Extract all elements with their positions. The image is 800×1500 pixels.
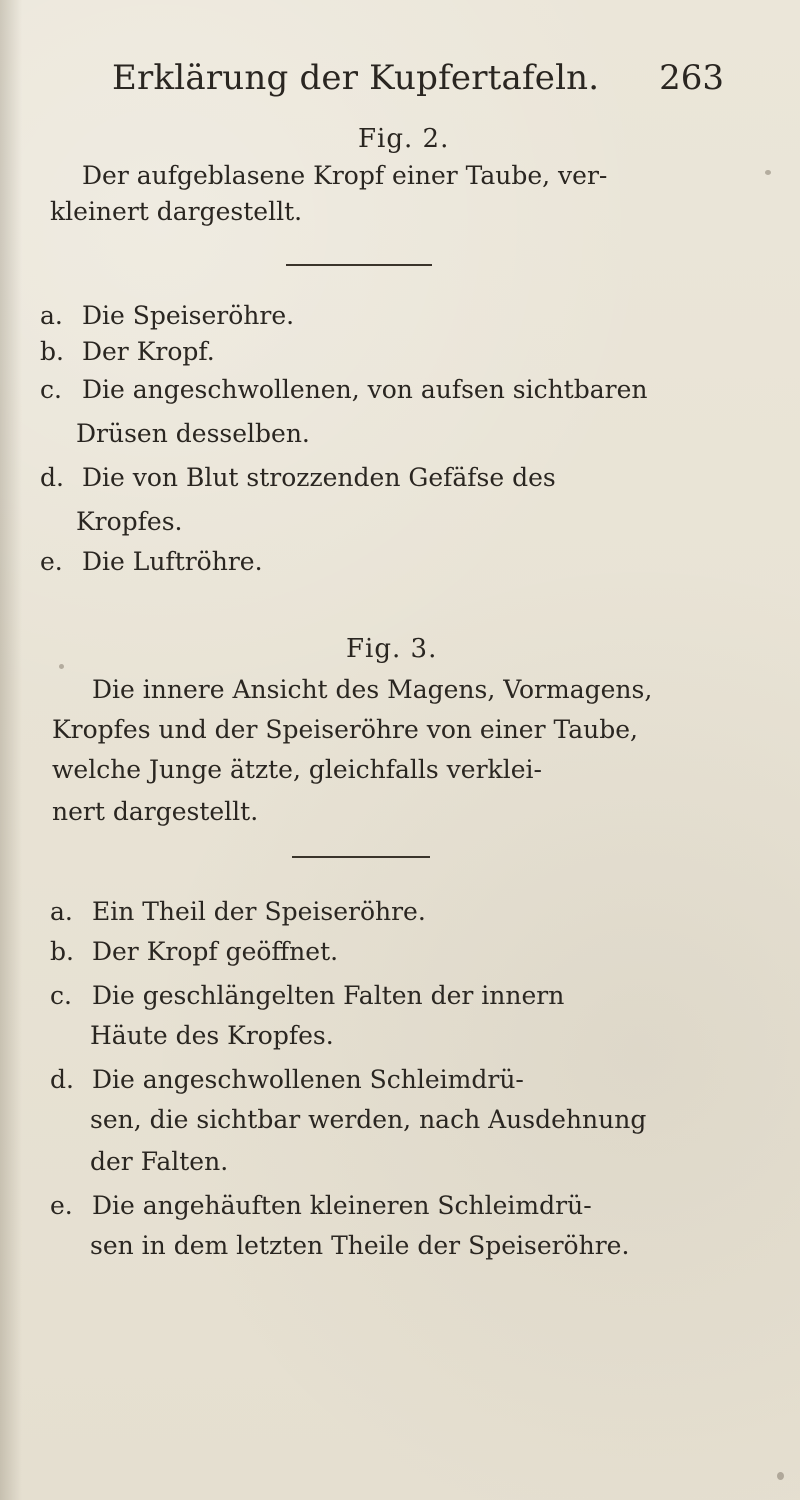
fig-2-item-c <box>40 368 647 412</box>
fig-2-item-c-continuation: Drüsen desselben. <box>76 419 310 448</box>
item-label: d. <box>50 1065 74 1094</box>
fig-2-intro-line-1: Der aufgeblasene Kropf einer Taube, ver- <box>82 161 608 190</box>
fig-2-item-d <box>40 456 556 500</box>
page-number: 263 <box>659 58 724 98</box>
fig-3-heading: Fig. 3. <box>346 634 438 664</box>
fig-3-intro-line-2: Kropfes und der Speiseröhre von einer Taube, <box>52 715 638 744</box>
fig-3-item-c <box>50 974 564 1018</box>
item-text: Der Kropf geöffnet. <box>91 937 339 966</box>
fig-3-intro-line-3: welche Junge ätzte, gleichfalls verklei- <box>52 755 542 784</box>
item-text: Die Luftröhre. <box>81 547 263 576</box>
fig-3-item-b <box>50 930 338 974</box>
page-spine-shadow <box>0 0 22 1500</box>
fig-3-item-d-continuation-2: der Falten. <box>90 1147 229 1176</box>
fig-3-item-e-continuation: sen in dem letzten Theile der Speiseröhre. <box>90 1231 630 1260</box>
paper-speck <box>59 664 64 669</box>
fig-2-divider <box>286 264 432 266</box>
fig-3-item-d <box>50 1058 524 1102</box>
item-text: Die geschlängelten Falten der innern <box>91 981 565 1010</box>
fig-3-item-a <box>50 890 426 934</box>
item-label: b. <box>40 337 64 366</box>
fig-3-intro-line-4: nert dargestellt. <box>52 797 259 826</box>
item-text: Die angeschwollenen Schleimdrü- <box>91 1065 524 1094</box>
paper-speck <box>765 170 771 175</box>
fig-2-heading: Fig. 2. <box>358 124 450 154</box>
item-text: Die angeschwollenen, von aufsen sichtbaren <box>81 375 648 404</box>
fig-3-item-c-continuation: Häute des Kropfes. <box>90 1021 334 1050</box>
item-label: c. <box>50 981 72 1010</box>
fig-2-item-e <box>40 540 263 584</box>
item-label: e. <box>40 547 63 576</box>
item-text: Die Speiseröhre. <box>81 301 295 330</box>
item-text: Der Kropf. <box>81 337 215 366</box>
item-text: Die von Blut strozzenden Gefäfse des <box>81 463 556 492</box>
fig-2-intro-line-2: kleinert dargestellt. <box>50 197 303 226</box>
fig-3-divider <box>292 856 430 858</box>
header-title: Erklärung der Kupfertafeln. <box>112 58 600 98</box>
item-label: a. <box>50 897 73 926</box>
item-text: Die angehäuften kleineren Schleimdrü- <box>91 1191 592 1220</box>
fig-3-intro-line-1: Die innere Ansicht des Magens, Vormagens, <box>92 675 653 704</box>
page-header <box>112 58 724 108</box>
item-text: Ein Theil der Speiseröhre. <box>91 897 426 926</box>
item-label: c. <box>40 375 62 404</box>
item-label: d. <box>40 463 64 492</box>
item-label: e. <box>50 1191 73 1220</box>
item-label: a. <box>40 301 63 330</box>
paper-speck <box>777 1472 784 1480</box>
item-label: b. <box>50 937 74 966</box>
fig-3-item-d-continuation-1: sen, die sichtbar werden, nach Ausdehnung <box>90 1105 647 1134</box>
fig-2-item-d-continuation: Kropfes. <box>76 507 183 536</box>
fig-3-item-e <box>50 1184 592 1228</box>
